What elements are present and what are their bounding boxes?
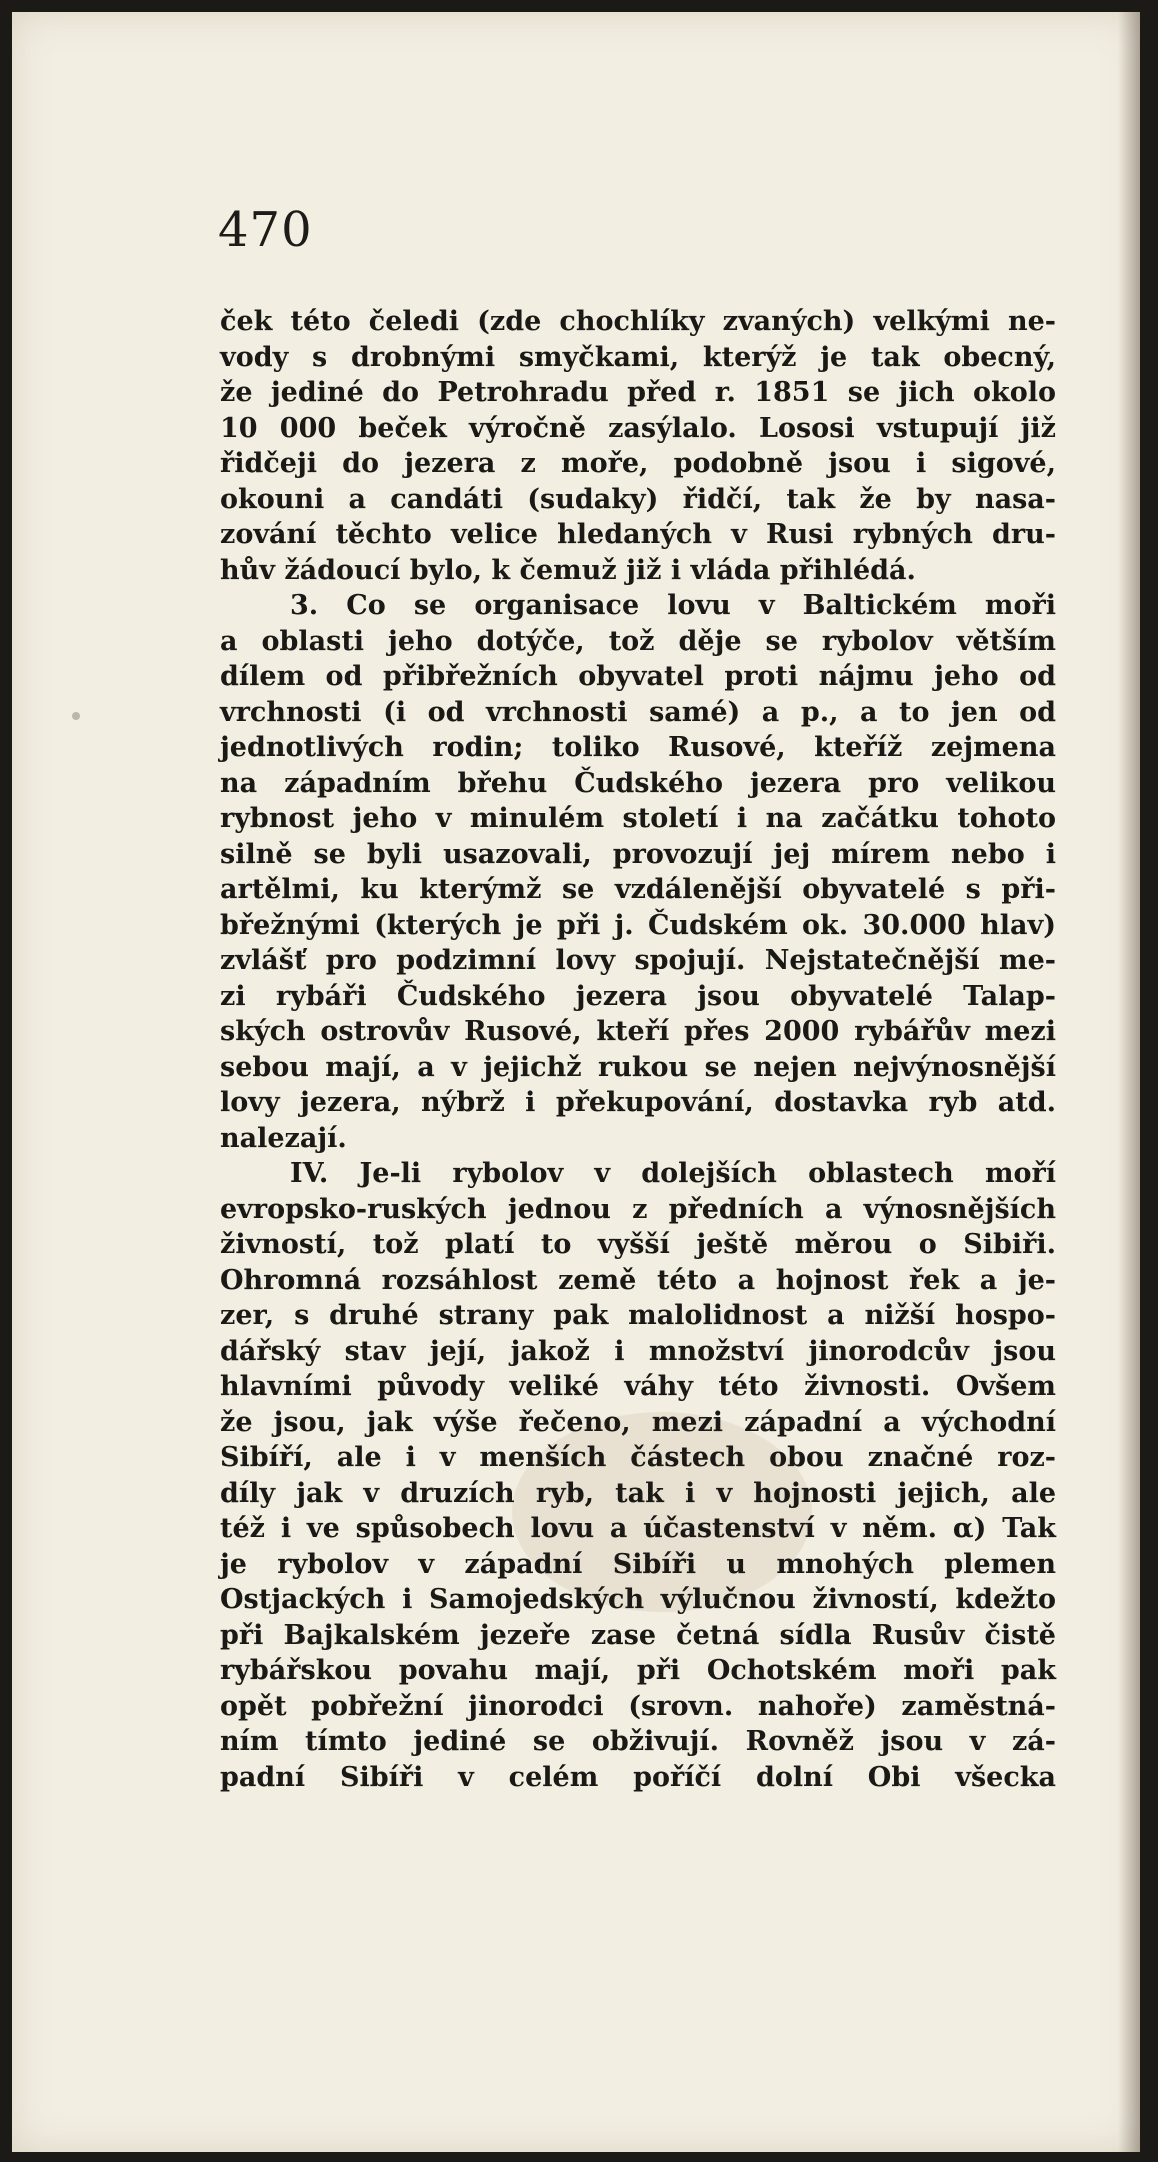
text-line: že jsou, jak výše řečeno, mezi západní a východní (220, 1406, 1056, 1438)
body-text (220, 304, 1056, 1795)
text-line: padní Sibíři v celém poříčí dolní Obi všecka (220, 1761, 1056, 1793)
text-line: okouni a candáti (sudaky) řidčí, tak že by nasa- (220, 483, 1056, 515)
text-line: hlavními původy veliké váhy této živnosti. Ovšem (220, 1371, 1056, 1402)
text-line: zer, s druhé strany pak malolidnost a nižší hospo- (220, 1300, 1056, 1331)
paragraph-start-line: 3. Co se organisace lovu v Baltickém moři (290, 590, 1056, 621)
text-line: vody s drobnými smyčkami, kterýž je tak obecný, (220, 341, 1056, 373)
text-line: zi rybáři Čudského jezera jsou obyvatelé Talap- (220, 980, 1056, 1012)
text-line: jednotlivých rodin; toliko Rusové, kteříž zejmena (220, 732, 1056, 763)
text-line: sebou mají, a v jejichž rukou se nejen nejvýnosnější (220, 1051, 1056, 1083)
book-page (12, 12, 1140, 2152)
text-line: zvlášť pro podzimní lovy spojují. Nejstatečnější me- (220, 945, 1056, 976)
text-line: je rybolov v západní Sibíři u mnohých plemen (220, 1548, 1056, 1580)
text-line: při Bajkalském jezeře zase četná sídla Rusův čistě (220, 1619, 1056, 1651)
text-line: břežnými (kterých je při j. Čudském ok. 30.000 hlav) (220, 909, 1056, 941)
text-line: rybářskou povahu mají, při Ochotském moři pak (220, 1655, 1056, 1686)
text-line: Sibíří, ale i v menších částech obou značné roz- (220, 1442, 1056, 1473)
text-line: též i ve spůsobech lovu a účastenství v něm. α) Tak (220, 1513, 1056, 1544)
text-line: artělmi, ku kterýmž se vzdálenější obyvatelé s při- (220, 874, 1056, 905)
text-line: ček této čeledi (zde chochlíky zvaných) velkými ne- (220, 306, 1056, 337)
text-line: rybnost jeho v minulém století i na začátku tohoto (220, 803, 1056, 834)
text-line: řidčeji do jezera z moře, podobně jsou i sigové, (220, 448, 1056, 479)
text-line: že jediné do Petrohradu před r. 1851 se jich okolo (220, 377, 1056, 408)
text-line: silně se byli usazovali, provozují jej mírem nebo i (220, 838, 1056, 870)
text-line: vrchnosti (i od vrchnosti samé) a p., a to jen od (220, 696, 1056, 728)
text-line: a oblasti jeho dotýče, tož děje se rybolov větším (220, 625, 1056, 657)
text-line: ním tímto jediné se obživují. Rovněž jsou v zá- (220, 1726, 1056, 1757)
text-line: evropsko-ruských jednou z předních a výnosnějších (220, 1193, 1056, 1225)
text-line: dílem od přibřežních obyvatel proti nájmu jeho od (220, 661, 1056, 692)
text-line: hův žádoucí bylo, k čemuž již i vláda přihlédá. (220, 554, 916, 586)
text-line: na západním břehu Čudského jezera pro velikou (220, 767, 1056, 799)
page-number: 470 (218, 202, 313, 258)
text-line: živností, tož platí to vyšší ještě měrou o Sibiři. (220, 1229, 1056, 1260)
paragraph-start-line: IV. Je-li rybolov v dolejších oblastech moří (290, 1158, 1056, 1189)
text-line: zování těchto velice hledaných v Rusi rybných dru- (220, 519, 1056, 550)
text-line: nalezají. (220, 1122, 347, 1154)
text-line: opět pobřežní jinorodci (srovn. nahoře) zaměstná- (220, 1690, 1056, 1722)
text-line: lovy jezera, nýbrž i překupování, dostavka ryb atd. (220, 1087, 1056, 1118)
text-line: ských ostrovův Rusové, kteří přes 2000 rybářův mezi (220, 1016, 1056, 1047)
text-line: dářský stav její, jakož i množství jinorodcův jsou (220, 1335, 1056, 1367)
text-line: díly jak v druzích ryb, tak i v hojnosti jejich, ale (220, 1477, 1056, 1509)
page-gutter (1118, 12, 1140, 2152)
text-line: 10 000 beček výročně zasýlalo. Lososi vstupují již (220, 412, 1056, 444)
text-line: Ohromná rozsáhlost země této a hojnost řek a je- (220, 1264, 1056, 1296)
text-line: Ostjackých i Samojedských výlučnou živností, kdežto (220, 1584, 1056, 1615)
paper-speck (72, 712, 80, 720)
